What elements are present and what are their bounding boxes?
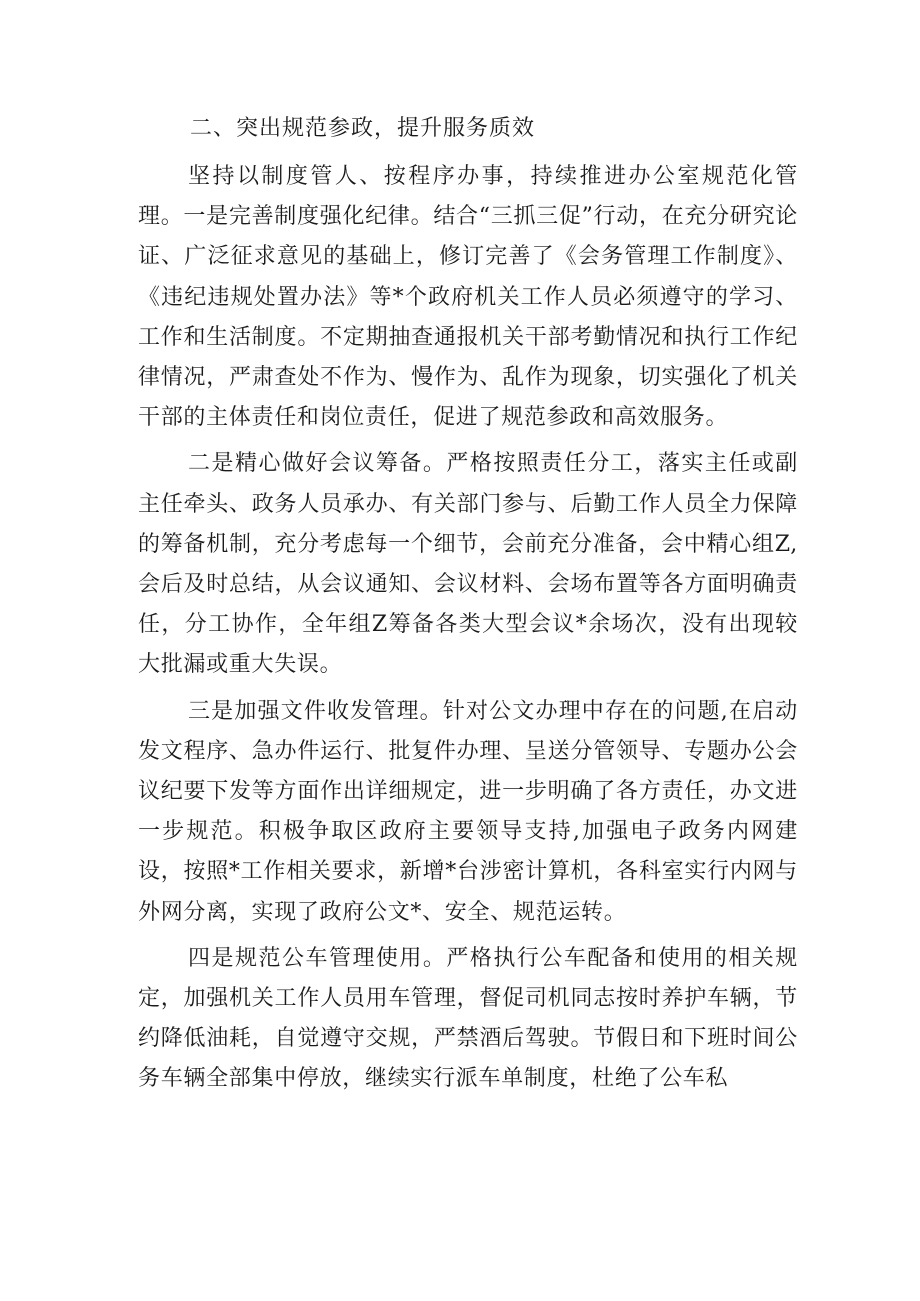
paragraph-3: 三是加强文件收发管理。针对公文办理中存在的问题,在启动发文程序、急办件运行、批复件办理、呈送分管领导、专题办公会议纪要下发等方面作出详细规定，进一步明确了各方责任，办文进一步规范。积极争取区政府主要领导支持,加强电子政务内网建设，按照*工作相关要求，新增*台涉密计算机，各科室实行内网与外网分离，实现了政府公文*、安全、规范运转。 bbox=[138, 698, 798, 925]
section-heading: 二、突出规范参政，提升服务质效 bbox=[190, 116, 536, 141]
paragraph-4: 四是规范公车管理使用。严格执行公车配备和使用的相关规定，加强机关工作人员用车管理，督促司机同志按时养护车辆，节约降低油耗，自觉遵守交规，严禁酒后驾驶。节假日和下班时间公务车辆全部集中停放，继续实行派车单制度，杜绝了公车私 bbox=[138, 945, 798, 1092]
paragraph-1: 坚持以制度管人、按程序办事，持续推进办公室规范化管理。一是完善制度强化纪律。结合“三抓三促”行动，在充分研究论证、广泛征求意见的基础上，修订完善了《会务管理工作制度》、《违纪违规处置办法》等*个政府机关工作人员必须遵守的学习、工作和生活制度。不定期抽查通报机关干部考勤情况和执行工作纪律情况，严肃查处不作为、慢作为、乱作为现象，切实强化了机关干部的主体责任和岗位责任，促进了规范参政和高效服务。 bbox=[138, 164, 798, 431]
document-page bbox=[138, 112, 798, 1106]
paragraph-2: 二是精心做好会议筹备。严格按照责任分工，落实主任或副主任牵头、政务人员承办、有关部门参与、后勤工作人员全力保障的筹备机制，充分考虑每一个细节，会前充分准备，会中精心组Z,会后及时总结，从会议通知、会议材料、会场布置等各方面明确责任，分工协作，全年组Z筹备各类大型会议*余场次，没有出现较大批漏或重大失误。 bbox=[138, 451, 798, 678]
